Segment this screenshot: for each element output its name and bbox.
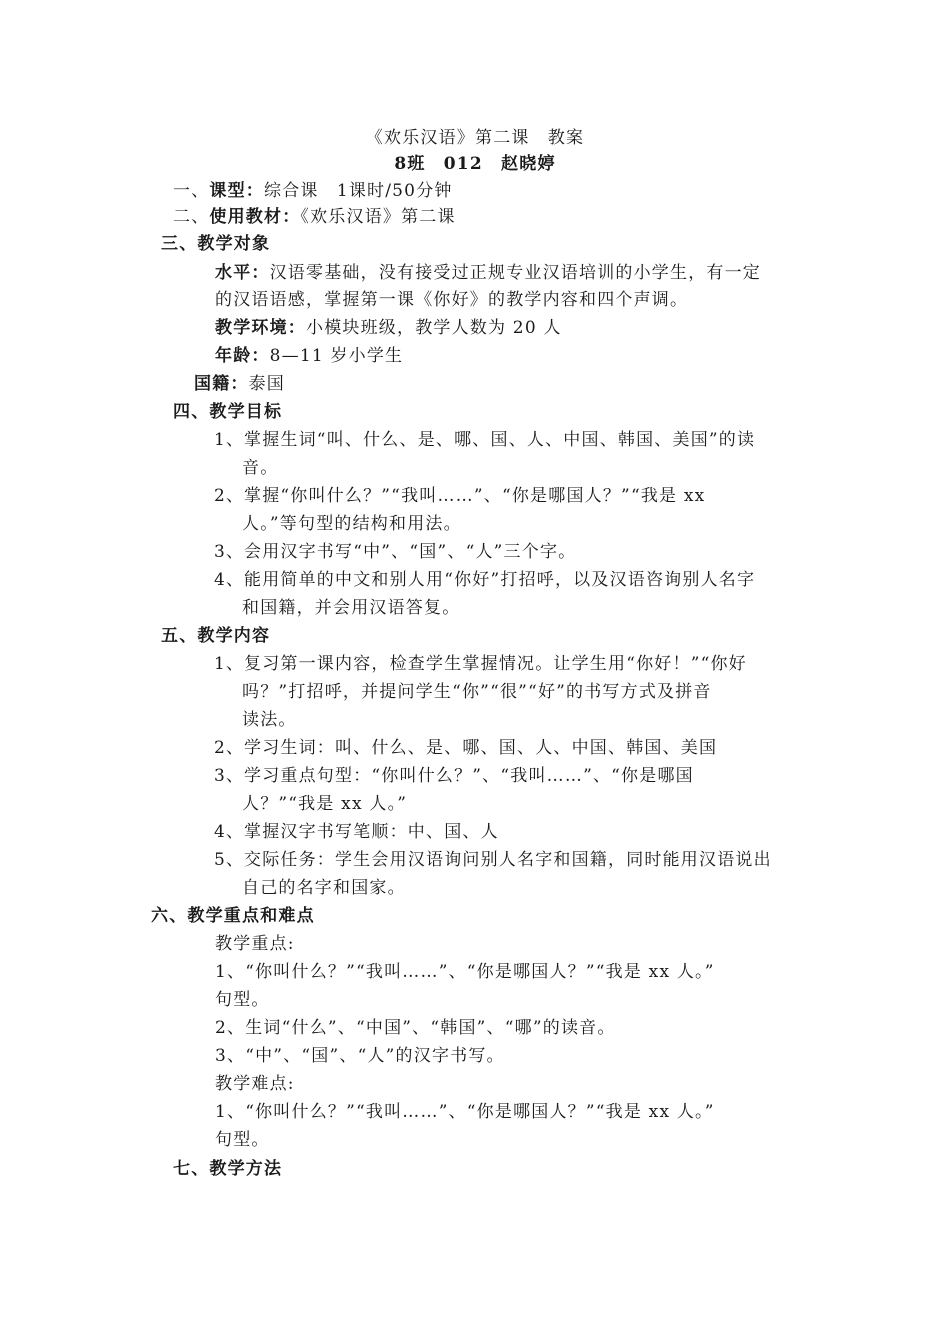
list-item: 复习第一课内容，检查学生掌握情况。让学生用“你好！”“你好 <box>244 654 747 674</box>
page-title: 《欢乐汉语》第二课 教案 <box>365 128 585 148</box>
age-line <box>215 345 403 367</box>
section-3-heading: 三、教学对象 <box>161 234 271 254</box>
nation-line <box>194 373 285 395</box>
age-text: 8—11 岁小学生 <box>269 346 404 366</box>
env-line <box>215 317 562 339</box>
list-item-number: 4、 <box>214 570 245 590</box>
section-7-heading: 七、教学方法 <box>173 1159 283 1179</box>
list-item-number: 2、 <box>214 738 245 758</box>
difficulty-label: 教学难点: <box>215 1074 295 1094</box>
list-item-cont: 读法。 <box>242 710 297 730</box>
nation-label: 国籍： <box>194 374 249 394</box>
env-text: 小模块班级，教学人数为 20 人 <box>306 318 562 338</box>
difficulty-point: 1、“你叫什么？”“我叫……”、“你是哪国人？”“我是 xx 人。” <box>215 1102 715 1122</box>
section-5-heading: 五、教学内容 <box>161 626 271 646</box>
section-1 <box>173 180 453 202</box>
nation-text: 泰国 <box>248 374 286 394</box>
list-item-number: 2、 <box>214 486 245 506</box>
list-item-number: 1、 <box>214 430 245 450</box>
level-label: 水平： <box>215 263 270 283</box>
key-point-cont: 句型。 <box>215 990 270 1010</box>
level-line <box>215 262 761 284</box>
list-item-cont: 人？”“我是 xx 人。” <box>242 794 408 814</box>
list-item: 会用汉字书写“中”、“国”、“人”三个字。 <box>244 542 577 562</box>
list-item-number: 3、 <box>214 766 245 786</box>
list-item-cont: 吗？”打招呼，并提问学生“你”“很”“好”的书写方式及拼音 <box>242 682 712 702</box>
list-item-number: 3、 <box>214 542 245 562</box>
section-number: 一、 <box>173 181 210 201</box>
list-item: 掌握汉字书写笔顺：中、国、人 <box>244 822 499 842</box>
list-item-number: 1、 <box>214 654 245 674</box>
key-point: 2、生词“什么”、“中国”、“韩国”、“哪”的读音。 <box>215 1018 616 1038</box>
list-item-number: 4、 <box>214 822 245 842</box>
list-item: 交际任务：学生会用汉语询问别人名字和国籍，同时能用汉语说出 <box>244 850 772 870</box>
level-text: 汉语零基础，没有接受过正规专业汉语培训的小学生，有一定 <box>269 263 762 283</box>
list-item-cont: 自己的名字和国家。 <box>242 878 406 898</box>
section-text: 综合课 1课时/50分钟 <box>264 181 453 201</box>
list-item: 学习生词：叫、什么、是、哪、国、人、中国、韩国、美国 <box>244 738 718 758</box>
list-item: 掌握生词“叫、什么、是、哪、国、人、中国、韩国、美国”的读 <box>244 430 756 450</box>
age-label: 年龄： <box>215 346 270 366</box>
level-text-cont: 的汉语语感，掌握第一课《你好》的教学内容和四个声调。 <box>215 290 689 310</box>
section-4-heading: 四、教学目标 <box>173 402 283 422</box>
section-label: 使用教材： <box>209 207 301 227</box>
key-point: 3、“中”、“国”、“人”的汉字书写。 <box>215 1046 505 1066</box>
list-item-cont: 人。”等句型的结构和用法。 <box>242 514 462 534</box>
list-item-cont: 和国籍，并会用汉语答复。 <box>242 598 461 618</box>
key-points-label: 教学重点: <box>215 934 295 954</box>
byline: 8班 012 赵晓婷 <box>394 154 556 174</box>
env-label: 教学环境： <box>215 318 306 338</box>
list-item-cont: 音。 <box>242 458 279 478</box>
difficulty-point-cont: 句型。 <box>215 1130 270 1150</box>
key-point: 1、“你叫什么？”“我叫……”、“你是哪国人？”“我是 xx 人。” <box>215 962 715 982</box>
section-6-heading: 六、教学重点和难点 <box>151 906 315 926</box>
section-label: 课型： <box>209 181 265 201</box>
section-2 <box>173 206 456 228</box>
section-text: 《欢乐汉语》第二课 <box>300 207 456 227</box>
list-item: 掌握“你叫什么？”“我叫……”、“你是哪国人？”“我是 xx <box>244 486 706 506</box>
list-item: 学习重点句型：“你叫什么？”、“我叫……”、“你是哪国 <box>244 766 694 786</box>
list-item-number: 5、 <box>214 850 245 870</box>
list-item: 能用简单的中文和别人用“你好”打招呼，以及汉语咨询别人名字 <box>244 570 756 590</box>
section-number: 二、 <box>173 207 210 227</box>
